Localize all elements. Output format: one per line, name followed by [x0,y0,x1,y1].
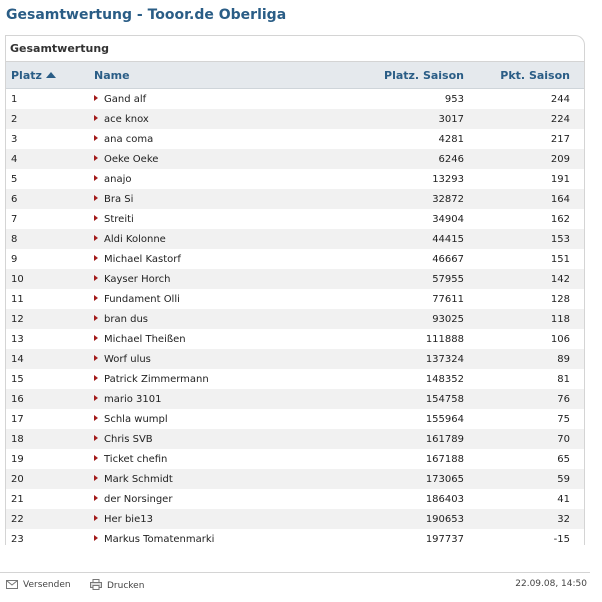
season-place-cell: 13293 [432,173,464,185]
arrow-bullet-icon [94,295,98,301]
player-name-link[interactable]: der Norsinger [104,493,173,505]
season-place-cell: 34904 [432,213,464,225]
season-place-cell: 57955 [314,269,472,289]
send-button[interactable] [6,579,71,591]
name-cell [94,169,314,189]
player-name-link[interactable]: Schla wumpl [104,413,168,425]
season-place-cell: 44415 [314,229,472,249]
column-header-season-place[interactable]: Platz. Saison [314,62,472,89]
points-cell: 106 [550,333,570,345]
rank-cell: 23 [11,533,24,545]
page-footer [0,572,590,597]
timestamp: 22.09.08, 14:50 [515,579,587,589]
rank-cell: 12 [6,309,94,329]
name-cell [94,129,314,149]
arrow-bullet-icon [94,175,98,181]
points-cell: 65 [557,453,570,465]
name-cell [94,249,314,269]
table-row [6,449,584,469]
name-cell [94,189,314,209]
rank-cell: 11 [11,293,24,305]
table-row [6,389,584,409]
player-name-link[interactable]: ace knox [104,113,149,125]
points-cell: 32 [472,509,584,529]
season-place-cell: 3017 [314,109,472,129]
rank-cell: 3 [11,133,18,145]
points-cell: 81 [557,373,570,385]
name-cell [94,489,314,509]
table-row [6,289,584,309]
ranking-table [6,62,584,549]
arrow-bullet-icon [94,215,98,221]
column-header-name[interactable]: Name [94,62,314,89]
rank-cell: 10 [6,269,94,289]
name-cell [94,309,314,329]
table-row [6,509,584,529]
rank-cell: 18 [6,429,94,449]
arrow-bullet-icon [94,415,98,421]
player-name-link[interactable]: Fundament Olli [104,293,180,305]
season-place-cell: 32872 [314,189,472,209]
rank-cell: 14 [6,349,94,369]
player-name-link[interactable]: Michael Kastorf [104,253,181,265]
points-cell: 191 [550,173,570,185]
rank-cell: 4 [6,149,94,169]
column-header-rank[interactable] [6,62,94,89]
season-place-cell: 197737 [425,533,464,545]
points-cell: 41 [557,493,570,505]
arrow-bullet-icon [94,95,98,101]
table-row [6,189,584,209]
print-button[interactable] [90,579,144,591]
points-cell: 76 [472,389,584,409]
table-row [6,109,584,129]
player-name-link[interactable]: Worf ulus [104,353,151,365]
name-cell [94,469,314,489]
season-place-cell: 155964 [425,413,464,425]
player-name-link[interactable]: Bra Si [104,193,134,205]
table-row [6,89,584,110]
player-name-link[interactable]: Her bie13 [104,513,153,525]
season-place-cell: 46667 [432,253,464,265]
arrow-bullet-icon [94,475,98,481]
player-name-link[interactable]: Mark Schmidt [104,473,173,485]
player-name-link[interactable]: Streiti [104,213,134,225]
season-place-cell: 186403 [425,493,464,505]
player-name-link[interactable]: mario 3101 [104,393,162,405]
arrow-bullet-icon [94,315,98,321]
table-row [6,369,584,389]
name-cell [94,409,314,429]
table-header-row [6,62,584,89]
name-cell [94,429,314,449]
rank-cell: 13 [11,333,24,345]
name-cell [94,389,314,409]
player-name-link[interactable]: ana coma [104,133,154,145]
points-cell: -15 [553,533,570,545]
rank-cell: 21 [11,493,24,505]
table-row [6,249,584,269]
table-row [6,169,584,189]
player-name-link[interactable]: Michael Theißen [104,333,186,345]
table-row [6,149,584,169]
name-cell [94,229,314,249]
season-place-cell: 148352 [425,373,464,385]
points-cell: 224 [472,109,584,129]
arrow-bullet-icon [94,495,98,501]
season-place-cell: 173065 [314,469,472,489]
printer-icon [90,579,102,590]
column-header-rank-label: Platz [11,68,42,82]
player-name-link[interactable]: Gand alf [104,93,147,105]
points-cell: 162 [550,213,570,225]
arrow-bullet-icon [94,535,98,541]
name-cell [94,289,314,309]
season-place-cell: 190653 [314,509,472,529]
season-place-cell: 167188 [425,453,464,465]
arrow-bullet-icon [94,275,98,281]
points-cell: 209 [472,149,584,169]
player-name-link[interactable]: Chris SVB [104,433,153,445]
points-cell: 164 [472,189,584,209]
season-place-cell: 6246 [314,149,472,169]
player-name-link[interactable]: Ticket chefin [104,453,168,465]
name-cell [94,149,314,169]
arrow-bullet-icon [94,195,98,201]
season-place-cell: 77611 [432,293,464,305]
table-row [6,529,584,549]
points-cell: 118 [472,309,584,329]
name-cell [94,529,314,549]
arrow-bullet-icon [94,135,98,141]
sort-ascending-icon [46,72,56,78]
table-row [6,409,584,429]
season-place-cell: 154758 [314,389,472,409]
points-cell: 128 [550,293,570,305]
rank-cell: 16 [6,389,94,409]
player-name-link[interactable]: bran dus [104,313,148,325]
arrow-bullet-icon [94,335,98,341]
points-cell: 217 [550,133,570,145]
table-row [6,429,584,449]
arrow-bullet-icon [94,395,98,401]
table-row [6,229,584,249]
table-row [6,269,584,289]
arrow-bullet-icon [94,155,98,161]
player-name-link[interactable]: anajo [104,173,132,185]
points-cell: 142 [472,269,584,289]
player-name-link[interactable]: Kayser Horch [104,273,171,285]
ranking-rows [6,89,584,550]
envelope-icon [6,580,18,589]
points-cell: 59 [472,469,584,489]
ranking-panel [5,35,585,545]
rank-cell: 22 [6,509,94,529]
name-cell [94,449,314,469]
table-row [6,349,584,369]
rank-cell: 7 [11,213,18,225]
points-cell: 153 [472,229,584,249]
rank-cell: 2 [6,109,94,129]
name-cell [94,89,314,110]
table-row [6,309,584,329]
season-place-cell: 161789 [314,429,472,449]
player-name-link[interactable]: Markus Tomatenmarki [104,533,215,545]
name-cell [94,509,314,529]
name-cell [94,109,314,129]
print-label: Drucken [107,581,145,591]
table-row [6,469,584,489]
player-name-link[interactable]: Patrick Zimmermann [104,373,209,385]
arrow-bullet-icon [94,235,98,241]
points-cell: 151 [550,253,570,265]
name-cell [94,349,314,369]
table-row [6,489,584,509]
rank-cell: 8 [6,229,94,249]
season-place-cell: 137324 [314,349,472,369]
arrow-bullet-icon [94,375,98,381]
panel-title: Gesamtwertung [6,36,584,62]
table-row [6,329,584,349]
arrow-bullet-icon [94,455,98,461]
name-cell [94,209,314,229]
page-title: Gesamtwertung - Tooor.de Oberliga [6,7,287,23]
rank-cell: 19 [11,453,24,465]
season-place-cell: 953 [444,93,464,105]
rank-cell: 6 [6,189,94,209]
column-header-points[interactable]: Pkt. Saison [472,62,584,89]
arrow-bullet-icon [94,115,98,121]
points-cell: 70 [472,429,584,449]
season-place-cell: 93025 [314,309,472,329]
rank-cell: 9 [11,253,18,265]
table-row [6,209,584,229]
arrow-bullet-icon [94,255,98,261]
name-cell [94,269,314,289]
rank-cell: 1 [11,93,18,105]
arrow-bullet-icon [94,355,98,361]
season-place-cell: 4281 [438,133,464,145]
points-cell: 244 [550,93,570,105]
season-place-cell: 111888 [425,333,464,345]
rank-cell: 17 [11,413,24,425]
player-name-link[interactable]: Aldi Kolonne [104,233,166,245]
name-cell [94,329,314,349]
points-cell: 89 [472,349,584,369]
arrow-bullet-icon [94,515,98,521]
name-cell [94,369,314,389]
send-label: Versenden [23,580,71,590]
arrow-bullet-icon [94,435,98,441]
table-row [6,129,584,149]
player-name-link[interactable]: Oeke Oeke [104,153,159,165]
points-cell: 75 [557,413,570,425]
rank-cell: 20 [6,469,94,489]
rank-cell: 15 [11,373,24,385]
rank-cell: 5 [11,173,18,185]
